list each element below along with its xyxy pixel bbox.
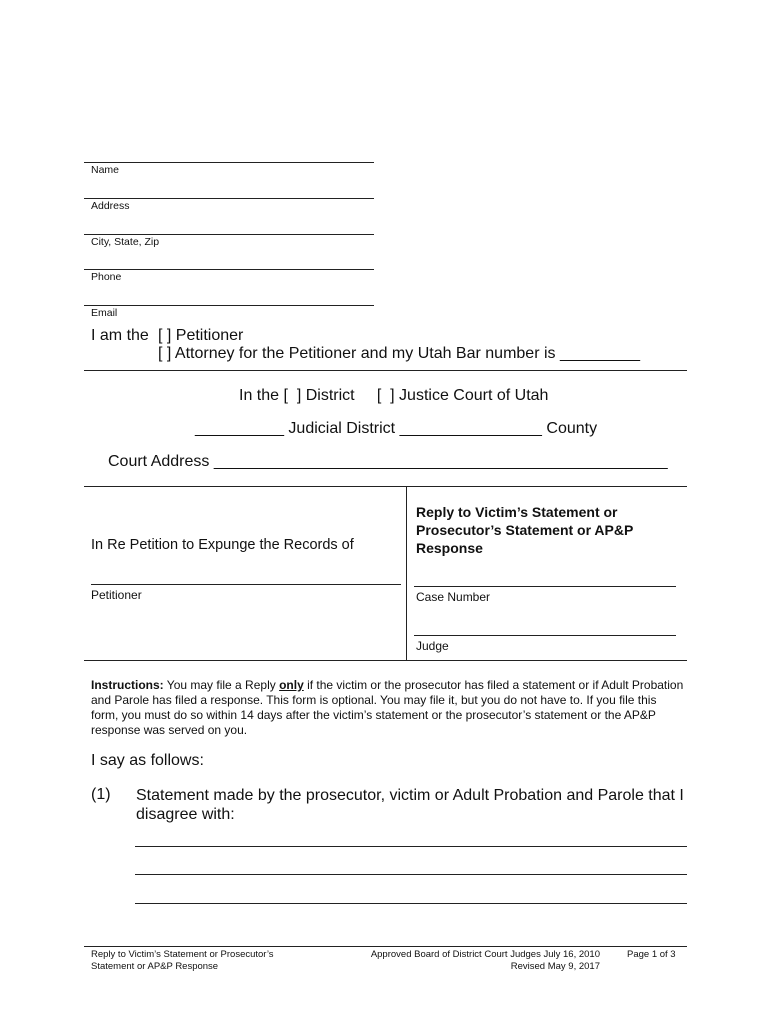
instructions-heading: Instructions: xyxy=(91,678,164,692)
email-label: Email xyxy=(91,307,118,319)
name-line[interactable] xyxy=(84,162,374,163)
form-title-line2: Prosecutor’s Statement or AP&P xyxy=(416,522,634,538)
phone-label: Phone xyxy=(91,271,122,283)
petitioner-label: Petitioner xyxy=(91,588,142,602)
answer-line-2[interactable] xyxy=(135,874,687,875)
form-title-line1: Reply to Victim’s Statement or xyxy=(416,504,618,520)
petitioner-name-line[interactable] xyxy=(91,584,401,585)
judicial-district-line[interactable]: __________ Judicial District ________________ County xyxy=(195,420,598,437)
instructions-paragraph xyxy=(91,678,687,738)
footer-left xyxy=(91,949,274,973)
i-am-the-text: I am the xyxy=(91,327,149,344)
petitioner-checkbox[interactable]: [ ] Petitioner xyxy=(158,327,244,344)
name-label: Name xyxy=(91,164,120,176)
footer-center-line2: Revised May 9, 2017 xyxy=(510,961,600,972)
page-number: Page 1 of 3 xyxy=(627,949,676,960)
item1-line2: disagree with: xyxy=(136,806,235,823)
judge-label: Judge xyxy=(416,639,449,653)
in-re-text: In Re Petition to Expunge the Records of xyxy=(91,537,354,553)
attorney-checkbox[interactable]: [ ] Attorney for the Petitioner and my Utah Bar number is _________ xyxy=(158,345,641,362)
form-title xyxy=(416,503,633,557)
phone-line[interactable] xyxy=(84,269,374,270)
city-line[interactable] xyxy=(84,234,374,235)
footer-left-line2: Statement or AP&P Response xyxy=(91,961,219,972)
instructions-text-2: if the victim or the prosecutor has filed a statement or if Adult Probation and Parole has filed a response. This form is optional. You may file it, but you do not have to. If you file this form, you must do so within 14 days after the victim’s statement or the prosecutor’s statement or the AP&P response was served on you. xyxy=(91,678,684,737)
answer-line-1[interactable] xyxy=(135,846,687,847)
caption-divider xyxy=(406,486,407,660)
form-title-line3: Response xyxy=(416,540,483,556)
i-say-heading: I say as follows: xyxy=(91,752,204,769)
court-address-line[interactable]: Court Address ___________________________________________________ xyxy=(108,453,668,470)
email-line[interactable] xyxy=(84,305,374,306)
footer-left-line1: Reply to Victim’s Statement or Prosecutor’s xyxy=(91,949,274,960)
address-line[interactable] xyxy=(84,198,374,199)
case-number-label: Case Number xyxy=(416,590,491,604)
city-label: City, State, Zip xyxy=(91,236,160,248)
footer-rule xyxy=(84,946,687,947)
instructions-only: only xyxy=(279,678,304,692)
caption-top-border xyxy=(84,486,687,487)
section-divider xyxy=(84,370,687,371)
item1-line1: Statement made by the prosecutor, victim or Adult Probation and Parole that I xyxy=(136,787,684,804)
instructions-text-1: You may file a Reply xyxy=(163,678,280,692)
court-type-line[interactable]: In the [ ] District [ ] Justice Court of Utah xyxy=(239,387,549,404)
judge-line[interactable] xyxy=(414,635,676,636)
caption-bottom-border xyxy=(84,660,687,661)
item1-text xyxy=(136,786,684,824)
answer-line-3[interactable] xyxy=(135,903,687,904)
case-number-line[interactable] xyxy=(414,586,676,587)
item1-number: (1) xyxy=(91,786,111,803)
footer-center-line1: Approved Board of District Court Judges July 16, 2010 xyxy=(370,949,600,960)
address-label: Address xyxy=(91,200,130,212)
footer-center xyxy=(330,949,600,973)
